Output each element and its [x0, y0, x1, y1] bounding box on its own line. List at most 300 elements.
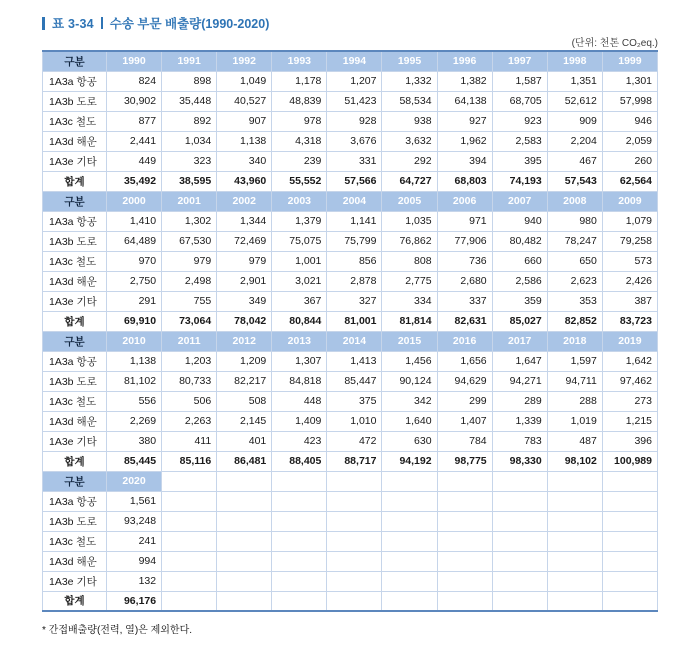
value-cell: 467 — [547, 151, 602, 171]
total-value-cell: 64,727 — [382, 171, 437, 191]
value-cell: 1,215 — [602, 411, 657, 431]
value-cell: 2,901 — [217, 271, 272, 291]
year-header-cell: 2020 — [107, 471, 162, 491]
value-cell: 487 — [547, 431, 602, 451]
value-cell: 1,409 — [272, 411, 327, 431]
empty-cell — [492, 491, 547, 511]
value-cell: 1,034 — [162, 131, 217, 151]
value-cell: 877 — [107, 111, 162, 131]
value-cell: 573 — [602, 251, 657, 271]
empty-cell — [217, 491, 272, 511]
value-cell: 76,862 — [382, 231, 437, 251]
empty-cell — [162, 511, 217, 531]
total-value-cell: 85,445 — [107, 451, 162, 471]
value-cell: 2,750 — [107, 271, 162, 291]
value-cell: 1,642 — [602, 351, 657, 371]
total-value-cell: 78,042 — [217, 311, 272, 331]
value-cell: 349 — [217, 291, 272, 311]
total-value-cell: 74,193 — [492, 171, 547, 191]
value-cell: 423 — [272, 431, 327, 451]
data-row — [43, 211, 658, 231]
header-gubun-cell: 구분 — [43, 51, 107, 71]
row-label-cell: 1A3e 기타 — [43, 151, 107, 171]
value-cell: 359 — [492, 291, 547, 311]
data-row — [43, 531, 658, 551]
data-row — [43, 151, 658, 171]
value-cell: 64,489 — [107, 231, 162, 251]
value-cell: 2,878 — [327, 271, 382, 291]
empty-cell — [327, 551, 382, 571]
total-value-cell: 62,564 — [602, 171, 657, 191]
title-accent-bar-icon — [42, 17, 45, 30]
row-label-cell: 1A3d 해운 — [43, 131, 107, 151]
row-label-cell: 1A3b 도로 — [43, 511, 107, 531]
value-cell: 898 — [162, 71, 217, 91]
value-cell: 979 — [162, 251, 217, 271]
empty-cell — [602, 531, 657, 551]
value-cell: 907 — [217, 111, 272, 131]
empty-cell — [217, 551, 272, 571]
empty-cell — [327, 571, 382, 591]
value-cell: 75,075 — [272, 231, 327, 251]
value-cell: 856 — [327, 251, 382, 271]
row-label-cell: 1A3e 기타 — [43, 431, 107, 451]
value-cell: 1,010 — [327, 411, 382, 431]
empty-header-cell — [217, 471, 272, 491]
row-label-cell: 1A3a 항공 — [43, 71, 107, 91]
value-cell: 1,141 — [327, 211, 382, 231]
year-header-row — [43, 331, 658, 351]
row-label-cell: 1A3b 도로 — [43, 371, 107, 391]
table-title: 수송 부문 배출량(1990-2020) — [109, 17, 270, 31]
value-cell: 67,530 — [162, 231, 217, 251]
empty-cell — [272, 511, 327, 531]
total-value-cell: 73,064 — [162, 311, 217, 331]
value-cell: 994 — [107, 551, 162, 571]
empty-cell — [437, 511, 492, 531]
value-cell: 978 — [272, 111, 327, 131]
empty-cell — [162, 571, 217, 591]
row-label-cell: 1A3c 철도 — [43, 111, 107, 131]
empty-cell — [492, 511, 547, 531]
value-cell: 1,138 — [217, 131, 272, 151]
value-cell: 980 — [547, 211, 602, 231]
total-value-cell: 82,631 — [437, 311, 492, 331]
value-cell: 2,426 — [602, 271, 657, 291]
empty-cell — [382, 531, 437, 551]
empty-cell — [602, 591, 657, 611]
year-header-cell: 1997 — [492, 51, 547, 71]
total-value-cell: 88,717 — [327, 451, 382, 471]
value-cell: 940 — [492, 211, 547, 231]
header-gubun-cell: 구분 — [43, 331, 107, 351]
data-row — [43, 571, 658, 591]
year-header-row — [43, 51, 658, 71]
total-row — [43, 311, 658, 331]
data-row — [43, 431, 658, 451]
data-row — [43, 71, 658, 91]
year-header-cell: 2009 — [602, 191, 657, 211]
total-value-cell: 57,566 — [327, 171, 382, 191]
table-number-label: 표 3-34 — [52, 17, 94, 31]
value-cell: 273 — [602, 391, 657, 411]
row-label-cell: 1A3a 항공 — [43, 491, 107, 511]
value-cell: 2,623 — [547, 271, 602, 291]
empty-cell — [602, 551, 657, 571]
year-header-cell: 2004 — [327, 191, 382, 211]
total-value-cell: 82,852 — [547, 311, 602, 331]
value-cell: 808 — [382, 251, 437, 271]
empty-cell — [162, 531, 217, 551]
total-label-cell: 합계 — [43, 311, 107, 331]
total-value-cell: 35,492 — [107, 171, 162, 191]
empty-header-cell — [602, 471, 657, 491]
value-cell: 448 — [272, 391, 327, 411]
unit-note: (단위: 천톤 CO₂eq.) — [571, 38, 658, 49]
total-value-cell: 81,814 — [382, 311, 437, 331]
empty-cell — [547, 551, 602, 571]
value-cell: 82,217 — [217, 371, 272, 391]
value-cell: 971 — [437, 211, 492, 231]
value-cell: 1,587 — [492, 71, 547, 91]
total-value-cell: 98,330 — [492, 451, 547, 471]
value-cell: 946 — [602, 111, 657, 131]
value-cell: 79,258 — [602, 231, 657, 251]
value-cell: 411 — [162, 431, 217, 451]
year-header-cell: 2006 — [437, 191, 492, 211]
value-cell: 506 — [162, 391, 217, 411]
value-cell: 630 — [382, 431, 437, 451]
total-row — [43, 451, 658, 471]
data-row — [43, 491, 658, 511]
empty-cell — [437, 591, 492, 611]
value-cell: 1,647 — [492, 351, 547, 371]
row-label-cell: 1A3c 철도 — [43, 391, 107, 411]
total-value-cell: 80,844 — [272, 311, 327, 331]
value-cell: 292 — [382, 151, 437, 171]
value-cell: 2,204 — [547, 131, 602, 151]
value-cell: 323 — [162, 151, 217, 171]
year-header-cell: 2005 — [382, 191, 437, 211]
value-cell: 52,612 — [547, 91, 602, 111]
empty-cell — [547, 491, 602, 511]
value-cell: 327 — [327, 291, 382, 311]
value-cell: 353 — [547, 291, 602, 311]
empty-cell — [437, 531, 492, 551]
value-cell: 72,469 — [217, 231, 272, 251]
value-cell: 84,818 — [272, 371, 327, 391]
value-cell: 90,124 — [382, 371, 437, 391]
year-header-row — [43, 471, 658, 491]
value-cell: 260 — [602, 151, 657, 171]
empty-cell — [217, 511, 272, 531]
value-cell: 299 — [437, 391, 492, 411]
value-cell: 928 — [327, 111, 382, 131]
value-cell: 2,583 — [492, 131, 547, 151]
value-cell: 472 — [327, 431, 382, 451]
value-cell: 340 — [217, 151, 272, 171]
value-cell: 94,711 — [547, 371, 602, 391]
total-value-cell: 96,176 — [107, 591, 162, 611]
total-value-cell: 55,552 — [272, 171, 327, 191]
total-value-cell: 68,803 — [437, 171, 492, 191]
value-cell: 2,680 — [437, 271, 492, 291]
table-caption — [42, 14, 658, 32]
value-cell: 337 — [437, 291, 492, 311]
value-cell: 367 — [272, 291, 327, 311]
value-cell: 2,586 — [492, 271, 547, 291]
value-cell: 1,456 — [382, 351, 437, 371]
year-header-cell: 2001 — [162, 191, 217, 211]
year-header-cell: 2015 — [382, 331, 437, 351]
value-cell: 2,775 — [382, 271, 437, 291]
value-cell: 51,423 — [327, 91, 382, 111]
empty-cell — [492, 591, 547, 611]
row-label-cell: 1A3b 도로 — [43, 91, 107, 111]
value-cell: 1,344 — [217, 211, 272, 231]
total-value-cell: 57,543 — [547, 171, 602, 191]
value-cell: 660 — [492, 251, 547, 271]
value-cell: 1,138 — [107, 351, 162, 371]
empty-cell — [382, 511, 437, 531]
value-cell: 1,379 — [272, 211, 327, 231]
row-label-cell: 1A3e 기타 — [43, 571, 107, 591]
value-cell: 1,019 — [547, 411, 602, 431]
value-cell: 85,447 — [327, 371, 382, 391]
value-cell: 81,102 — [107, 371, 162, 391]
value-cell: 783 — [492, 431, 547, 451]
empty-cell — [602, 511, 657, 531]
value-cell: 80,482 — [492, 231, 547, 251]
data-row — [43, 231, 658, 251]
row-label-cell: 1A3e 기타 — [43, 291, 107, 311]
value-cell: 288 — [547, 391, 602, 411]
empty-cell — [162, 591, 217, 611]
value-cell: 57,998 — [602, 91, 657, 111]
value-cell: 1,656 — [437, 351, 492, 371]
header-gubun-cell: 구분 — [43, 191, 107, 211]
value-cell: 2,269 — [107, 411, 162, 431]
empty-cell — [547, 591, 602, 611]
value-cell: 291 — [107, 291, 162, 311]
empty-cell — [272, 491, 327, 511]
value-cell: 77,906 — [437, 231, 492, 251]
year-header-cell: 2007 — [492, 191, 547, 211]
value-cell: 1,597 — [547, 351, 602, 371]
value-cell: 927 — [437, 111, 492, 131]
value-cell: 1,962 — [437, 131, 492, 151]
year-header-cell: 1993 — [272, 51, 327, 71]
value-cell: 1,407 — [437, 411, 492, 431]
value-cell: 1,382 — [437, 71, 492, 91]
year-header-cell: 2010 — [107, 331, 162, 351]
value-cell: 4,318 — [272, 131, 327, 151]
value-cell: 2,441 — [107, 131, 162, 151]
empty-header-cell — [327, 471, 382, 491]
empty-header-cell — [492, 471, 547, 491]
row-label-cell: 1A3a 항공 — [43, 351, 107, 371]
value-cell: 1,640 — [382, 411, 437, 431]
value-cell: 2,145 — [217, 411, 272, 431]
value-cell: 923 — [492, 111, 547, 131]
total-value-cell: 69,910 — [107, 311, 162, 331]
value-cell: 1,207 — [327, 71, 382, 91]
value-cell: 93,248 — [107, 511, 162, 531]
empty-cell — [217, 531, 272, 551]
total-value-cell: 43,960 — [217, 171, 272, 191]
value-cell: 1,561 — [107, 491, 162, 511]
year-header-cell: 1992 — [217, 51, 272, 71]
total-value-cell: 98,102 — [547, 451, 602, 471]
year-header-cell: 2017 — [492, 331, 547, 351]
empty-header-cell — [272, 471, 327, 491]
empty-cell — [382, 491, 437, 511]
value-cell: 1,035 — [382, 211, 437, 231]
value-cell: 1,307 — [272, 351, 327, 371]
value-cell: 40,527 — [217, 91, 272, 111]
value-cell: 1,209 — [217, 351, 272, 371]
value-cell: 824 — [107, 71, 162, 91]
row-label-cell: 1A3a 항공 — [43, 211, 107, 231]
value-cell: 395 — [492, 151, 547, 171]
empty-cell — [492, 531, 547, 551]
title-divider-icon — [101, 17, 103, 29]
empty-cell — [162, 551, 217, 571]
year-header-cell: 1996 — [437, 51, 492, 71]
total-row — [43, 171, 658, 191]
total-value-cell: 100,989 — [602, 451, 657, 471]
row-label-cell: 1A3d 해운 — [43, 411, 107, 431]
value-cell: 3,021 — [272, 271, 327, 291]
value-cell: 380 — [107, 431, 162, 451]
empty-header-cell — [162, 471, 217, 491]
year-header-cell: 1994 — [327, 51, 382, 71]
value-cell: 3,632 — [382, 131, 437, 151]
data-row — [43, 91, 658, 111]
row-label-cell: 1A3d 해운 — [43, 551, 107, 571]
header-gubun-cell: 구분 — [43, 471, 107, 491]
value-cell: 342 — [382, 391, 437, 411]
value-cell: 289 — [492, 391, 547, 411]
data-row — [43, 111, 658, 131]
empty-header-cell — [547, 471, 602, 491]
row-label-cell: 1A3c 철도 — [43, 251, 107, 271]
value-cell: 784 — [437, 431, 492, 451]
value-cell: 1,332 — [382, 71, 437, 91]
empty-cell — [492, 551, 547, 571]
value-cell: 396 — [602, 431, 657, 451]
empty-cell — [382, 551, 437, 571]
empty-cell — [327, 491, 382, 511]
total-label-cell: 합계 — [43, 171, 107, 191]
empty-cell — [602, 571, 657, 591]
empty-cell — [382, 571, 437, 591]
year-header-cell: 2019 — [602, 331, 657, 351]
total-value-cell: 85,027 — [492, 311, 547, 331]
year-header-cell: 1995 — [382, 51, 437, 71]
value-cell: 736 — [437, 251, 492, 271]
total-value-cell: 83,723 — [602, 311, 657, 331]
empty-cell — [327, 591, 382, 611]
value-cell: 2,059 — [602, 131, 657, 151]
year-header-cell: 2008 — [547, 191, 602, 211]
year-header-cell: 2003 — [272, 191, 327, 211]
total-value-cell: 98,775 — [437, 451, 492, 471]
value-cell: 394 — [437, 151, 492, 171]
data-row — [43, 511, 658, 531]
value-cell: 3,676 — [327, 131, 382, 151]
value-cell: 94,271 — [492, 371, 547, 391]
value-cell: 48,839 — [272, 91, 327, 111]
value-cell: 508 — [217, 391, 272, 411]
year-header-cell: 2016 — [437, 331, 492, 351]
empty-cell — [547, 511, 602, 531]
value-cell: 1,410 — [107, 211, 162, 231]
value-cell: 892 — [162, 111, 217, 131]
year-header-cell: 1991 — [162, 51, 217, 71]
value-cell: 80,733 — [162, 371, 217, 391]
value-cell: 331 — [327, 151, 382, 171]
row-label-cell: 1A3d 해운 — [43, 271, 107, 291]
data-row — [43, 251, 658, 271]
value-cell: 1,049 — [217, 71, 272, 91]
value-cell: 556 — [107, 391, 162, 411]
value-cell: 132 — [107, 571, 162, 591]
value-cell: 64,138 — [437, 91, 492, 111]
year-header-row — [43, 191, 658, 211]
value-cell: 239 — [272, 151, 327, 171]
value-cell: 1,413 — [327, 351, 382, 371]
year-header-cell: 2011 — [162, 331, 217, 351]
value-cell: 1,339 — [492, 411, 547, 431]
empty-cell — [272, 571, 327, 591]
total-value-cell: 94,192 — [382, 451, 437, 471]
value-cell: 1,301 — [602, 71, 657, 91]
empty-cell — [437, 551, 492, 571]
value-cell: 979 — [217, 251, 272, 271]
total-value-cell: 88,405 — [272, 451, 327, 471]
year-header-cell: 2013 — [272, 331, 327, 351]
empty-cell — [162, 491, 217, 511]
empty-cell — [602, 491, 657, 511]
value-cell: 241 — [107, 531, 162, 551]
empty-cell — [327, 531, 382, 551]
value-cell: 68,705 — [492, 91, 547, 111]
total-value-cell: 85,116 — [162, 451, 217, 471]
value-cell: 650 — [547, 251, 602, 271]
value-cell: 58,534 — [382, 91, 437, 111]
data-row — [43, 271, 658, 291]
total-value-cell: 38,595 — [162, 171, 217, 191]
empty-header-cell — [437, 471, 492, 491]
value-cell: 401 — [217, 431, 272, 451]
empty-cell — [272, 551, 327, 571]
empty-cell — [217, 591, 272, 611]
year-header-cell: 2014 — [327, 331, 382, 351]
empty-cell — [217, 571, 272, 591]
value-cell: 334 — [382, 291, 437, 311]
total-label-cell: 합계 — [43, 451, 107, 471]
value-cell: 375 — [327, 391, 382, 411]
value-cell: 97,462 — [602, 371, 657, 391]
year-header-cell: 1999 — [602, 51, 657, 71]
empty-cell — [547, 571, 602, 591]
empty-header-cell — [382, 471, 437, 491]
data-row — [43, 291, 658, 311]
value-cell: 909 — [547, 111, 602, 131]
empty-cell — [327, 511, 382, 531]
row-label-cell: 1A3c 철도 — [43, 531, 107, 551]
